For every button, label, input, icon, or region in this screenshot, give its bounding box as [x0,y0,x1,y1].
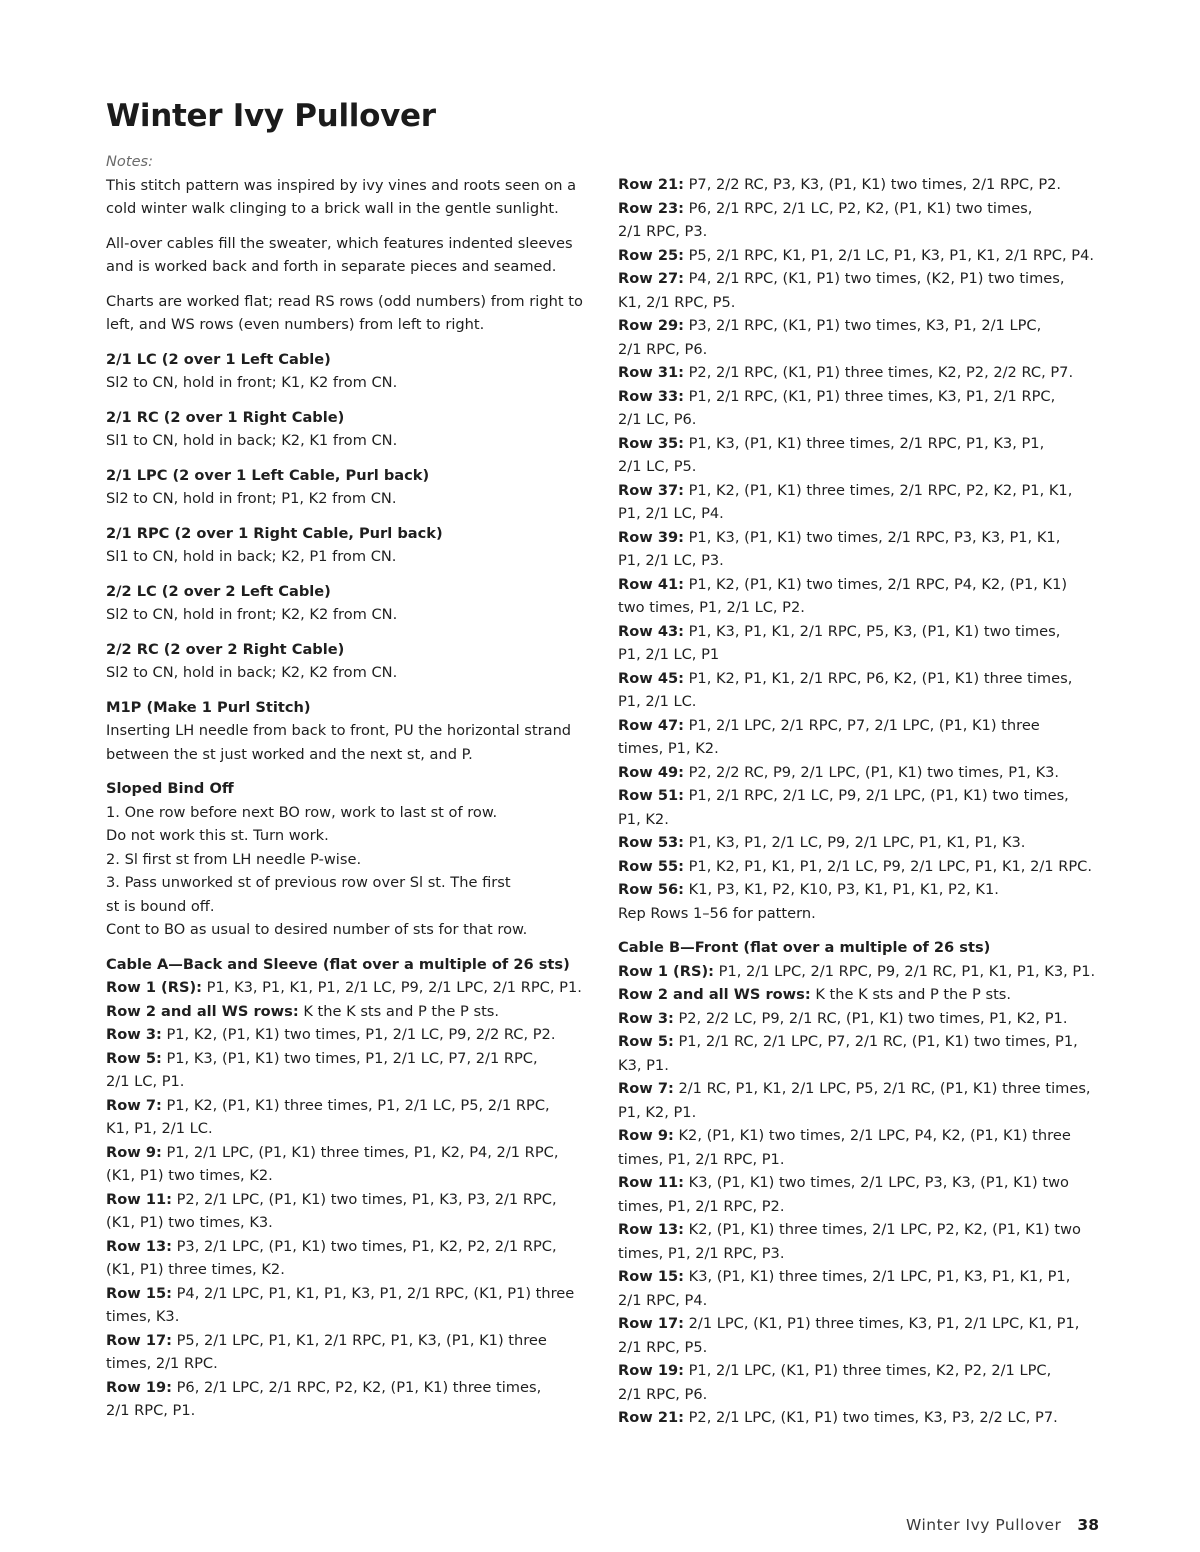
pattern-row-line [106,1188,596,1212]
row-instructions: P1, K3, (P1, K1) two times, P1, 2/1 LC, P7, 2/1 RPC, [161,1049,538,1067]
row-instructions: 2/1 RPC, P1. [106,1402,196,1419]
abbreviation-name: 2/1 LPC (2 over 1 Left Cable, Purl back) [106,466,430,484]
pattern-row-line [618,338,1108,362]
pattern-row-line [618,784,1108,808]
row-instructions: P1, 2/1 LC, P1 [618,646,720,663]
row-instructions: P2, 2/1 RPC, (K1, P1) three times, K2, P2, 2/2 RC, P7. [683,364,1074,381]
row-instructions: 2/1 RC, P1, K1, 2/1 LPC, P5, 2/1 RC, (P1, K1) three times, [673,1080,1091,1097]
sloped-bind-off-step: Cont to BO as usual to desired number of sts for that row. [106,921,528,938]
pattern-row-line [106,1000,596,1024]
pattern-row [106,1282,596,1329]
pattern-row-line [618,761,1108,785]
pattern-row-line [618,1359,1108,1383]
pattern-row-line [618,855,1108,879]
intro-paragraph: This stitch pattern was inspired by ivy vines and roots seen on a cold winter walk clinging to a brick wall in the gentle sunlight. [106,176,577,217]
abbreviation-description: Sl1 to CN, hold in back; K2, P1 from CN. [106,548,397,565]
row-instructions: K the K sts and P the P sts. [298,1002,500,1020]
row-label: Row 11: [618,1174,684,1191]
row-label: Row 2 and all WS rows: [106,1002,299,1020]
intro-paragraph: Charts are worked flat; read RS rows (odd numbers) from right to left, and WS rows (even numbers) from left to right. [106,292,583,333]
row-instructions: P3, 2/1 LPC, (P1, K1) two times, P1, K2, P2, 2/1 RPC, [171,1237,557,1255]
pattern-row [618,385,1108,432]
row-instructions: P1, 2/1 RPC, (K1, P1) three times, K3, P1, 2/1 RPC, [683,387,1056,405]
abbreviation-name: 2/2 RC (2 over 2 Right Cable) [106,640,345,658]
pattern-row-line [106,976,596,1000]
pattern-row-line [618,1383,1108,1407]
pattern-row [106,1235,596,1282]
row-label: Row 17: [618,1315,684,1332]
row-instructions: P1, 2/1 RPC, 2/1 LC, P9, 2/1 LPC, (P1, K1) two times, [683,787,1069,804]
row-instructions: P3, 2/1 RPC, (K1, P1) two times, K3, P1, 2/1 LPC, [683,317,1042,334]
pattern-row [618,761,1108,785]
pattern-row-line [618,197,1108,221]
row-instructions: (K1, P1) two times, K3. [106,1214,273,1231]
row-instructions: two times, P1, 2/1 LC, P2. [618,599,805,616]
pattern-row-line [618,1077,1108,1101]
pattern-row-line [618,455,1108,479]
row-label: Row 29: [618,317,684,334]
pattern-row-line [618,314,1108,338]
pattern-row [618,1265,1108,1312]
row-instructions: P1, K3, P1, 2/1 LC, P9, 2/1 LPC, P1, K1, P1, K3. [683,834,1026,851]
pattern-row-line [106,1305,596,1329]
row-label: Row 5: [618,1033,674,1050]
pattern-row-line [618,1242,1108,1266]
pattern-row [618,1171,1108,1218]
pattern-row [106,1047,596,1094]
pattern-row-line [618,573,1108,597]
row-instructions: P1, 2/1 LPC, (K1, P1) three times, K2, P2, 2/1 LPC, [683,1362,1052,1379]
pattern-row-line [106,1047,596,1071]
pattern-row-line [618,808,1108,832]
row-instructions: P1, 2/1 LC. [618,693,697,710]
row-instructions: P1, 2/1 LPC, 2/1 RPC, P7, 2/1 LPC, (P1, K1) three [683,716,1040,734]
pattern-row [618,855,1108,879]
row-instructions: 2/1 LPC, (K1, P1) three times, K3, P1, 2/1 LPC, K1, P1, [683,1315,1080,1332]
pattern-row-line [618,549,1108,573]
row-label: Row 15: [618,1268,684,1285]
row-instructions: 2/1 RPC, P6. [618,340,708,358]
sloped-bind-off-step: Do not work this st. Turn work. [106,827,329,844]
pattern-row-line [618,960,1108,984]
pattern-row [618,784,1108,831]
pattern-row [618,620,1108,667]
row-instructions: K1, 2/1 RPC, P5. [618,293,736,311]
row-instructions: P1, K2, (P1, K1) two times, P1, 2/1 LC, P9, 2/2 RC, P2. [161,1026,556,1043]
row-label: Row 19: [618,1362,684,1379]
abbreviation-entry [106,638,596,685]
row-instructions: times, 2/1 RPC. [106,1355,218,1372]
pattern-row [618,714,1108,761]
pattern-row [618,1030,1108,1077]
pattern-row [618,1218,1108,1265]
pattern-row [618,314,1108,361]
page-title: Winter Ivy Pullover [106,98,436,134]
pattern-row [106,1376,596,1423]
pattern-row-line [618,361,1108,385]
cable-a-heading: Cable A—Back and Sleeve (flat over a multiple of 26 sts) [106,955,570,973]
pattern-row-line [618,408,1108,432]
row-instructions: 2/1 LC, P1. [106,1073,185,1090]
row-instructions: P4, 2/1 LPC, P1, K1, P1, K3, P1, 2/1 RPC, (K1, P1) three [171,1284,575,1302]
pattern-row-line [106,1282,596,1306]
abbreviation-name: M1P (Make 1 Purl Stitch) [106,698,311,716]
sloped-bind-off-step: st is bound off. [106,897,215,915]
intro-paragraph: All-over cables fill the sweater, which features indented sleeves and is worked back and forth in separate pieces and seamed. [106,234,573,275]
abbreviation-description: Sl2 to CN, hold in front; K1, K2 from CN. [106,374,398,391]
abbreviation-entry [106,522,596,569]
row-instructions: P1, 2/1 LPC, (P1, K1) three times, P1, K2, P4, 2/1 RPC, [161,1143,559,1161]
pattern-row [618,573,1108,620]
pattern-row [618,1406,1108,1430]
sloped-bind-off-step: 2. Sl first st from LH needle P-wise. [106,850,362,868]
pattern-row-line [106,1352,596,1376]
pattern-row-line [618,1054,1108,1078]
pattern-row [618,1312,1108,1359]
pattern-row [618,244,1108,268]
row-label: Row 55: [618,857,684,875]
cable-a-repeat: Rep Rows 1–56 for pattern. [618,904,816,922]
row-label: Row 9: [618,1127,674,1144]
row-label: Row 39: [618,528,684,546]
row-instructions: 2/1 RPC, P4. [618,1291,708,1309]
pattern-row-line [618,1101,1108,1125]
pattern-row-line [106,1211,596,1235]
pattern-row [618,1124,1108,1171]
row-instructions: P1, 2/1 LC, P3. [618,552,724,569]
row-label: Row 49: [618,763,684,781]
pattern-row-line [106,1117,596,1141]
cable-b-heading: Cable B—Front (flat over a multiple of 26 sts) [618,939,991,956]
row-instructions: 2/1 LC, P6. [618,411,697,428]
row-instructions: times, P1, 2/1 RPC, P2. [618,1197,785,1215]
pattern-row [106,1094,596,1141]
pattern-row [618,878,1108,902]
pattern-row-line [618,1265,1108,1289]
row-instructions: K3, P1. [618,1056,669,1074]
pattern-row [106,976,596,1000]
row-instructions: times, K3. [106,1308,180,1325]
row-label: Row 45: [618,669,684,687]
abbreviation-name: 2/2 LC (2 over 2 Left Cable) [106,582,331,600]
notes-label: Notes: [106,153,154,170]
left-column [106,150,596,1423]
row-label: Row 2 and all WS rows: [618,986,811,1003]
abbreviation-entry [106,464,596,511]
row-instructions: P1, K2. [618,810,669,828]
row-instructions: P1, K3, P1, K1, 2/1 RPC, P5, K3, (P1, K1) two times, [683,622,1061,640]
pattern-row [106,1023,596,1047]
pattern-row-line [106,1329,596,1353]
page-number: 38 [1077,1516,1099,1534]
row-instructions: times, P1, K2. [618,740,719,757]
abbreviation-description: Sl1 to CN, hold in back; K2, K1 from CN. [106,432,398,449]
row-label: Row 7: [106,1096,162,1114]
pattern-row [618,831,1108,855]
pattern-row [618,197,1108,244]
pattern-row-line [106,1164,596,1188]
row-instructions: 2/1 RPC, P3. [618,223,708,240]
pattern-row-line [618,1336,1108,1360]
pattern-row-line [618,291,1108,315]
row-label: Row 21: [618,176,684,193]
row-label: Row 3: [618,1009,674,1027]
abbreviation-entry [106,696,596,767]
row-label: Row 7: [618,1080,674,1097]
pattern-row-line [618,1289,1108,1313]
pattern-row-line [618,1007,1108,1031]
row-instructions: P1, K2, P1. [618,1103,697,1121]
sloped-bind-off-step: 3. Pass unworked st of previous row over Sl st. The first [106,874,511,891]
pattern-row [618,526,1108,573]
row-instructions: P1, K2, (P1, K1) three times, P1, 2/1 LC, P5, 2/1 RPC, [161,1096,550,1114]
row-label: Row 9: [106,1143,162,1161]
pattern-row-line [618,714,1108,738]
pattern-row [618,479,1108,526]
pattern-row [618,1007,1108,1031]
pattern-row [618,960,1108,984]
abbreviation-description: Sl2 to CN, hold in front; K2, K2 from CN. [106,606,398,623]
pattern-row-line [106,1070,596,1094]
row-instructions: 2/1 RPC, P6. [618,1385,708,1403]
pattern-row [618,173,1108,197]
row-label: Row 37: [618,481,684,499]
abbreviation-entry [106,406,596,453]
abbreviation-name: 2/1 RPC (2 over 1 Right Cable, Purl back) [106,524,443,542]
pattern-row [106,1188,596,1235]
row-label: Row 35: [618,434,684,452]
row-label: Row 17: [106,1331,172,1349]
row-instructions: P2, 2/2 RC, P9, 2/1 LPC, (P1, K1) two times, P1, K3. [683,763,1060,781]
abbreviation-entry [106,348,596,395]
right-column [618,173,1108,1430]
abbreviation-entry [106,580,596,627]
abbreviation-description: Sl2 to CN, hold in front; P1, K2 from CN. [106,490,397,507]
row-instructions: P1, 2/1 LC, P4. [618,505,724,522]
pattern-row [618,1077,1108,1124]
pattern-row-line [618,878,1108,902]
pattern-row-line [618,526,1108,550]
pattern-row-line [618,267,1108,291]
row-instructions: K1, P3, K1, P2, K10, P3, K1, P1, K1, P2, K1. [683,881,999,898]
pattern-row-line [106,1399,596,1423]
row-instructions: P1, K2, (P1, K1) three times, 2/1 RPC, P2, K2, P1, K1, [683,481,1073,499]
row-instructions: P6, 2/1 RPC, 2/1 LC, P2, K2, (P1, K1) two times, [683,199,1033,217]
abbreviation-list [106,348,596,767]
row-instructions: P6, 2/1 LPC, 2/1 RPC, P2, K2, (P1, K1) three times, [171,1378,542,1396]
row-instructions: K1, P1, 2/1 LC. [106,1120,213,1137]
pattern-row [618,361,1108,385]
sloped-bind-off-heading: Sloped Bind Off [106,780,234,797]
row-label: Row 51: [618,787,684,804]
pattern-row-line [618,432,1108,456]
row-instructions: K2, (P1, K1) three times, 2/1 LPC, P2, K2, (P1, K1) two [683,1221,1081,1238]
pattern-row-line [618,479,1108,503]
pattern-row-line [618,831,1108,855]
row-instructions: 2/1 RPC, P5. [618,1338,708,1356]
row-label: Row 33: [618,387,684,405]
row-label: Row 47: [618,716,684,734]
row-label: Row 19: [106,1378,172,1396]
row-instructions: P2, 2/1 LPC, (K1, P1) two times, K3, P3, 2/2 LC, P7. [683,1409,1058,1426]
pattern-row-line [618,667,1108,691]
pattern-row-line [618,173,1108,197]
row-instructions: (K1, P1) three times, K2. [106,1261,285,1278]
row-label: Row 13: [618,1221,684,1238]
pattern-row [618,432,1108,479]
row-instructions: 2/1 LC, P5. [618,458,697,475]
row-instructions: P1, K3, (P1, K1) three times, 2/1 RPC, P1, K3, P1, [683,434,1045,452]
pattern-row [618,1359,1108,1406]
row-label: Row 21: [618,1409,684,1426]
row-instructions: P7, 2/2 RC, P3, K3, (P1, K1) two times, 2/1 RPC, P2. [683,176,1062,193]
sloped-bind-off [106,777,596,942]
cable-a-rows-continued [618,173,1108,902]
pattern-row-line [618,220,1108,244]
abbreviation-description: Sl2 to CN, hold in back; K2, K2 from CN. [106,664,398,681]
abbreviation-name: 2/1 LC (2 over 1 Left Cable) [106,350,331,368]
pattern-row [106,1000,596,1024]
page-footer [906,1516,1099,1534]
pattern-row-line [618,1124,1108,1148]
row-label: Row 13: [106,1237,172,1255]
pattern-row [106,1329,596,1376]
pattern-row-line [106,1235,596,1259]
pattern-row-line [618,1148,1108,1172]
pattern-row-line [106,1023,596,1047]
pattern-row-line [618,1218,1108,1242]
sloped-bind-off-step: 1. One row before next BO row, work to last st of row. [106,803,498,821]
pattern-row-line [618,1406,1108,1430]
pattern-row-line [618,1171,1108,1195]
pattern-row-line [618,620,1108,644]
abbreviation-description: Inserting LH needle from back to front, PU the horizontal strand between the st just worked and the next st, and P. [106,722,572,763]
cable-b-rows [618,960,1108,1430]
pattern-row-line [618,502,1108,526]
row-instructions: P5, 2/1 LPC, P1, K1, 2/1 RPC, P1, K3, (P1, K1) three [171,1331,547,1349]
row-instructions: P1, K3, P1, K1, P1, 2/1 LC, P9, 2/1 LPC, 2/1 RPC, P1. [202,979,582,996]
row-label: Row 56: [618,881,684,898]
pattern-row-line [618,1030,1108,1054]
row-label: Row 41: [618,575,684,593]
cable-a-rows [106,976,596,1423]
pattern-row-line [618,983,1108,1007]
pattern-row-line [618,385,1108,409]
sloped-bind-off-steps [106,801,596,942]
row-label: Row 11: [106,1190,172,1208]
row-instructions: K2, (P1, K1) two times, 2/1 LPC, P4, K2, (P1, K1) three [673,1127,1071,1144]
row-label: Row 25: [618,246,684,264]
row-instructions: P1, K2, (P1, K1) two times, 2/1 RPC, P4, K2, (P1, K1) [683,575,1068,593]
pattern-row [106,1141,596,1188]
pattern-row-line [618,596,1108,620]
row-label: Row 3: [106,1026,162,1043]
row-label: Row 15: [106,1284,172,1302]
abbreviation-name: 2/1 RC (2 over 1 Right Cable) [106,408,345,426]
pattern-row-line [106,1376,596,1400]
row-instructions: P4, 2/1 RPC, (K1, P1) two times, (K2, P1) two times, [683,270,1065,287]
pattern-row-line [618,737,1108,761]
row-instructions: P1, K2, P1, K1, P1, 2/1 LC, P9, 2/1 LPC, P1, K1, 2/1 RPC. [683,857,1092,875]
pattern-row [618,267,1108,314]
pattern-row-line [618,690,1108,714]
row-instructions: K3, (P1, K1) three times, 2/1 LPC, P1, K3, P1, K1, P1, [683,1268,1071,1285]
row-instructions: times, P1, 2/1 RPC, P3. [618,1244,785,1262]
row-label: Row 23: [618,199,684,217]
row-instructions: P1, K2, P1, K1, 2/1 RPC, P6, K2, (P1, K1) three times, [683,669,1073,687]
row-label: Row 43: [618,622,684,640]
footer-title: Winter Ivy Pullover [905,1516,1062,1534]
row-instructions: P2, 2/2 LC, P9, 2/1 RC, (P1, K1) two times, P1, K2, P1. [673,1009,1068,1027]
row-instructions: (K1, P1) two times, K2. [106,1167,273,1184]
row-label: Row 53: [618,834,684,851]
pattern-row-line [618,1312,1108,1336]
row-label: Row 5: [106,1049,162,1067]
pattern-row-line [618,643,1108,667]
row-label: Row 1 (RS): [618,962,714,980]
row-label: Row 31: [618,364,684,381]
pattern-row [618,667,1108,714]
row-instructions: P5, 2/1 RPC, K1, P1, 2/1 LC, P1, K3, P1, K1, 2/1 RPC, P4. [683,246,1094,264]
pattern-row-line [106,1258,596,1282]
row-instructions: times, P1, 2/1 RPC, P1. [618,1150,785,1168]
row-label: Row 1 (RS): [106,979,202,996]
row-instructions: P1, 2/1 LPC, 2/1 RPC, P9, 2/1 RC, P1, K1, P1, K3, P1. [714,962,1096,980]
row-instructions: K3, (P1, K1) two times, 2/1 LPC, P3, K3, (P1, K1) two [683,1174,1069,1191]
pattern-row-line [618,244,1108,268]
pattern-row-line [106,1094,596,1118]
row-label: Row 27: [618,270,684,287]
row-instructions: P1, 2/1 RC, 2/1 LPC, P7, 2/1 RC, (P1, K1) two times, P1, [673,1033,1078,1050]
row-instructions: P2, 2/1 LPC, (P1, K1) two times, P1, K3, P3, 2/1 RPC, [171,1190,557,1208]
row-instructions: P1, K3, (P1, K1) two times, 2/1 RPC, P3, K3, P1, K1, [683,528,1061,546]
pattern-row-line [106,1141,596,1165]
row-instructions: K the K sts and P the P sts. [810,986,1012,1003]
pattern-row [618,983,1108,1007]
pattern-row-line [618,1195,1108,1219]
